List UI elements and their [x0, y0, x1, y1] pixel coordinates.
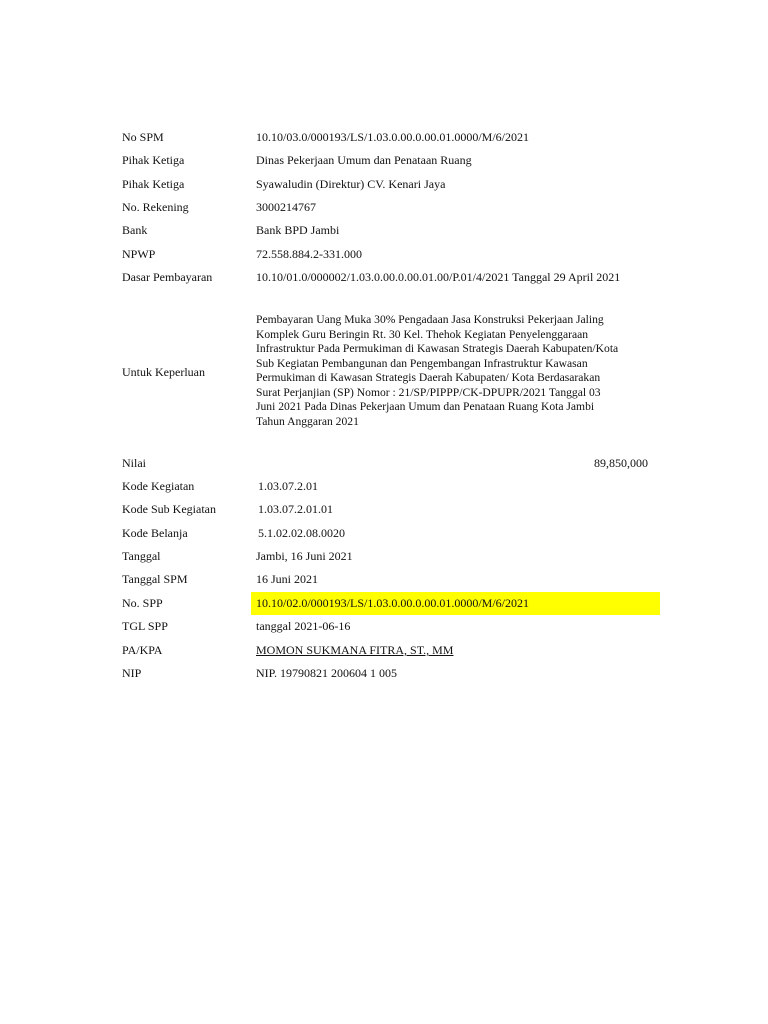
value-pihak-ketiga-2: Syawaludin (Direktur) CV. Kenari Jaya — [256, 177, 446, 191]
row-nip — [115, 662, 660, 685]
row-pihak-ketiga-2 — [115, 173, 660, 196]
row-no-spm — [115, 126, 660, 149]
value-tanggal: Jambi, 16 Juni 2021 — [256, 549, 353, 563]
row-dasar-pembayaran — [115, 266, 660, 289]
row-npwp — [115, 243, 660, 266]
value-no-spm: 10.10/03.0/000193/LS/1.03.0.00.0.00.01.0000/M/6/2021 — [256, 130, 530, 144]
value-bank: Bank BPD Jambi — [256, 223, 340, 237]
row-bank — [115, 219, 660, 242]
label-no-spm: No SPM — [122, 130, 164, 144]
label-no-spp: No. SPP — [122, 596, 163, 610]
label-kode-sub-kegiatan: Kode Sub Kegiatan — [122, 502, 216, 516]
value-nilai: 89,850,000 — [594, 456, 648, 470]
label-kode-kegiatan: Kode Kegiatan — [122, 479, 195, 493]
row-tanggal-spm — [115, 568, 660, 591]
value-no-rekening: 3000214767 — [256, 200, 316, 214]
row-pihak-ketiga-1 — [115, 149, 660, 172]
label-pihak-ketiga-1: Pihak Ketiga — [122, 153, 185, 167]
label-untuk-keperluan: Untuk Keperluan — [122, 365, 205, 379]
label-nilai: Nilai — [122, 456, 146, 470]
label-pihak-ketiga-2: Pihak Ketiga — [122, 177, 185, 191]
value-kode-sub-kegiatan: 1.03.07.2.01.01 — [258, 502, 333, 516]
row-kode-belanja — [115, 522, 660, 545]
row-kode-sub-kegiatan — [115, 498, 660, 521]
row-no-spp — [115, 592, 660, 615]
value-pa-kpa: MOMON SUKMANA FITRA, ST., MM — [256, 643, 454, 657]
row-pa-kpa — [115, 639, 660, 662]
row-nilai — [115, 452, 660, 475]
label-no-rekening: No. Rekening — [122, 200, 189, 214]
value-nip: NIP. 19790821 200604 1 005 — [256, 666, 398, 680]
value-no-spp-highlighted: 10.10/02.0/000193/LS/1.03.0.00.0.00.01.0000/M/6/2021 — [251, 592, 660, 615]
value-npwp: 72.558.884.2-331.000 — [256, 247, 362, 261]
label-tgl-spp: TGL SPP — [122, 619, 168, 633]
label-bank: Bank — [122, 223, 148, 237]
label-npwp: NPWP — [122, 247, 156, 261]
value-kode-kegiatan: 1.03.07.2.01 — [258, 479, 318, 493]
row-no-rekening — [115, 196, 660, 219]
label-tanggal: Tanggal — [122, 549, 161, 563]
label-dasar-pembayaran: Dasar Pembayaran — [122, 270, 213, 284]
value-dasar-pembayaran: 10.10/01.0/000002/1.03.0.00.0.00.01.00/P.01/4/2021 Tanggal 29 April 2021 — [256, 270, 621, 284]
label-nip: NIP — [122, 666, 142, 680]
label-kode-belanja: Kode Belanja — [122, 526, 188, 540]
value-tgl-spp: tanggal 2021-06-16 — [256, 619, 351, 633]
value-pihak-ketiga-1: Dinas Pekerjaan Umum dan Penataan Ruang — [256, 153, 472, 167]
value-tanggal-spm: 16 Juni 2021 — [256, 572, 319, 586]
row-tanggal — [115, 545, 660, 568]
row-kode-kegiatan — [115, 475, 660, 498]
value-untuk-keperluan: Pembayaran Uang Muka 30% Pengadaan Jasa Konstruksi Pekerjaan Jaling Komplek Guru Beringin Rt. 30 Kel. Thehok Kegiatan Penyelenggaraan Infrastruktur Pada Permukiman di Kawasan Strategis Daerah Kabupaten/Kota Sub Kegiatan Pembangunan dan Pengembangan Infrastruktur Kawasan Permukiman di Kawasan Strategis Daerah Kabupaten/ Kota Berdasarakan Surat Perjanjian (SP) Nomor : 21/SP/PIPPP/CK-DPUPR/2021 Tanggal 03 Juni 2021 Pada Dinas Pekerjaan Umum dan Penataan Ruang Kota Jambi Tahun Anggaran 2021 — [256, 313, 619, 428]
label-pa-kpa: PA/KPA — [122, 643, 163, 657]
label-tanggal-spm: Tanggal SPM — [122, 572, 188, 586]
row-tgl-spp — [115, 615, 660, 638]
value-kode-belanja: 5.1.02.02.08.0020 — [258, 526, 345, 540]
